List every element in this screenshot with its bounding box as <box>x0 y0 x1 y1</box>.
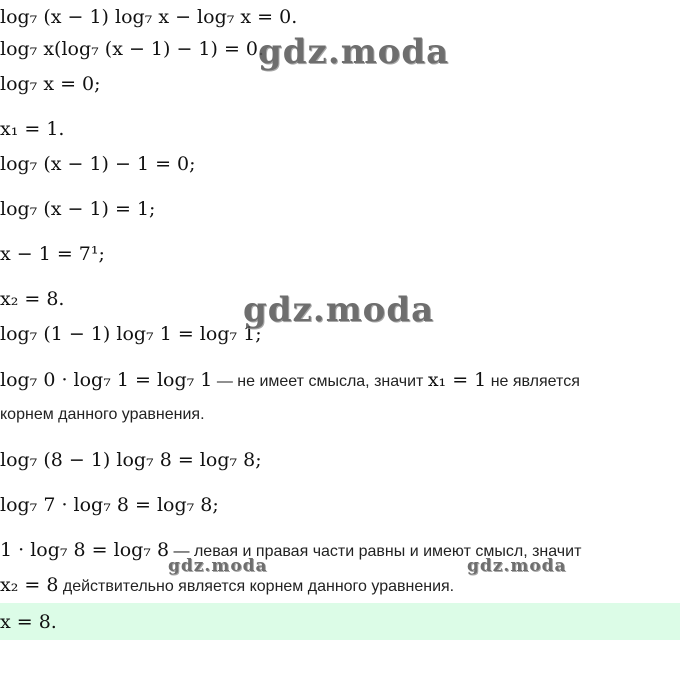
equation-line-3: log₇ x = 0; <box>0 73 101 95</box>
equation-line-6: log₇ (x − 1) = 1; <box>0 198 156 220</box>
equation-line-4: x₁ = 1. <box>0 118 65 140</box>
statement-line-15 <box>0 572 454 600</box>
statement-line-11: корнем данного уравнения. <box>0 406 205 423</box>
text-fragment: действительно является корнем данного уравнения. <box>58 578 455 595</box>
math-expression: x₁ = 1 <box>427 369 487 391</box>
text-fragment: — левая и правая части равны и имеют смысл, значит <box>169 543 582 560</box>
statement-line-10 <box>0 367 580 395</box>
math-expression: x₂ = 8 <box>0 574 59 596</box>
equation-line-9: log₇ (1 − 1) log₇ 1 = log₇ 1; <box>0 323 262 345</box>
math-expression: 1 · log₇ 8 = log₇ 8 <box>0 539 170 561</box>
answer-line: x = 8. <box>0 611 57 633</box>
equation-line-13: log₇ 7 · log₇ 8 = log₇ 8; <box>0 494 219 516</box>
watermark-bottom-left: gdz.moda <box>168 556 268 576</box>
text-fragment: — не имеет смысла, значит <box>212 373 428 390</box>
equation-line-8: x₂ = 8. <box>0 288 65 310</box>
equation-line-12: log₇ (8 − 1) log₇ 8 = log₇ 8; <box>0 449 262 471</box>
equation-line-5: log₇ (x − 1) − 1 = 0; <box>0 153 196 175</box>
equation-line-2: log₇ x(log₇ (x − 1) − 1) = 0. <box>0 38 265 60</box>
answer-highlight <box>0 603 680 640</box>
math-expression: log₇ 0 · log₇ 1 = log₇ 1 <box>0 369 213 391</box>
equation-line-7: x − 1 = 7¹; <box>0 243 105 265</box>
watermark-top: gdz.moda <box>258 32 450 72</box>
equation-line-1: log₇ (x − 1) log₇ x − log₇ x = 0. <box>0 6 298 28</box>
watermark-bottom-right: gdz.moda <box>467 556 567 576</box>
text-fragment: не является <box>486 373 580 390</box>
watermark-middle: gdz.moda <box>243 290 435 330</box>
